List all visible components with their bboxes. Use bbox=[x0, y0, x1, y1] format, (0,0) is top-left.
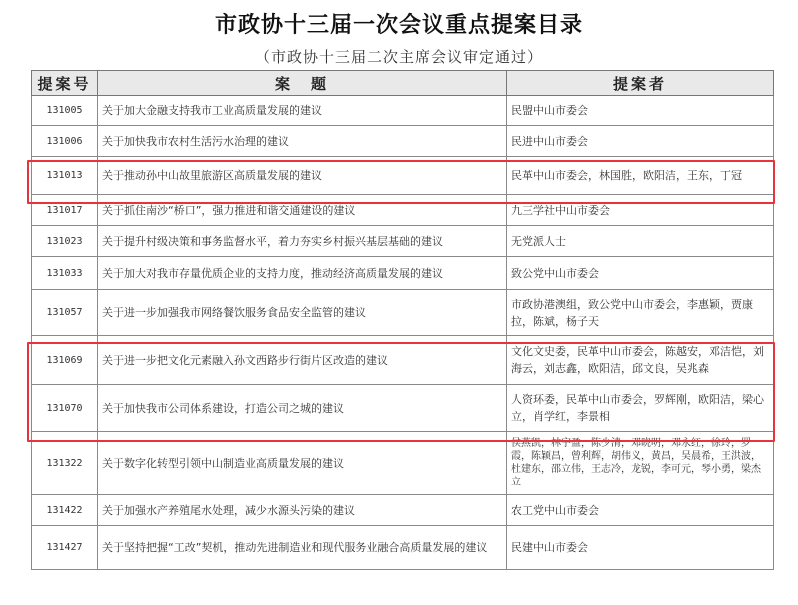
proposer: 九三学社中山市委会 bbox=[507, 195, 774, 226]
proposal-number: 131422 bbox=[32, 495, 98, 526]
proposal-title: 关于数字化转型引领中山制造业高质量发展的建议 bbox=[98, 432, 507, 495]
proposal-title: 关于提升村级决策和事务监督水平，着力夯实乡村振兴基层基础的建议 bbox=[98, 226, 507, 257]
proposal-title: 关于加快我市农村生活污水治理的建议 bbox=[98, 126, 507, 157]
proposal-title: 关于加快我市公司体系建设，打造公司之城的建议 bbox=[98, 385, 507, 432]
document-title: 市政协十三届一次会议重点提案目录 bbox=[214, 13, 583, 38]
header-proposer: 提案者 bbox=[507, 71, 774, 96]
proposal-title: 关于加强水产养殖尾水处理，减少水源头污染的建议 bbox=[98, 495, 507, 526]
table-row bbox=[32, 257, 774, 290]
proposer: 致公党中山市委会 bbox=[507, 257, 774, 290]
table-row bbox=[32, 126, 774, 157]
proposer: 农工党中山市委会 bbox=[507, 495, 774, 526]
proposal-number: 131017 bbox=[32, 195, 98, 226]
table-header-row bbox=[32, 71, 774, 96]
proposal-number: 131033 bbox=[32, 257, 98, 290]
proposer: 市政协港澳组，致公党中山市委会，李惠颖，贾康拉，陈斌，杨子天 bbox=[507, 290, 774, 336]
proposer: 民建中山市委会 bbox=[507, 526, 774, 570]
proposal-number: 131070 bbox=[32, 385, 98, 432]
proposal-title: 关于抓住南沙“桥口”，强力推进和谐交通建设的建议 bbox=[98, 195, 507, 226]
table-row bbox=[32, 157, 774, 195]
proposal-table bbox=[31, 70, 774, 570]
proposer: 无党派人士 bbox=[507, 226, 774, 257]
proposal-number: 131023 bbox=[32, 226, 98, 257]
proposal-title: 关于进一步加强我市网络餐饮服务食品安全监管的建议 bbox=[98, 290, 507, 336]
proposal-title: 关于推动孙中山故里旅游区高质量发展的建议 bbox=[98, 157, 507, 195]
table-row bbox=[32, 290, 774, 336]
header-proposal-title: 案 题 bbox=[98, 71, 507, 96]
proposal-title: 关于进一步把文化元素融入孙文西路步行街片区改造的建议 bbox=[98, 336, 507, 385]
proposal-number: 131006 bbox=[32, 126, 98, 157]
table-row bbox=[32, 526, 774, 570]
table-row bbox=[32, 96, 774, 126]
proposal-number: 131013 bbox=[32, 157, 98, 195]
document-subtitle: （市政协十三届二次主席会议审定通过） bbox=[254, 48, 543, 66]
proposal-title: 关于加大金融支持我市工业高质量发展的建议 bbox=[98, 96, 507, 126]
proposer: 民盟中山市委会 bbox=[507, 96, 774, 126]
proposer: 人资环委，民革中山市委会，罗辉刚，欧阳洁，梁心立，肖学红，李景相 bbox=[507, 385, 774, 432]
table-row bbox=[32, 385, 774, 432]
table-row bbox=[32, 226, 774, 257]
proposal-number: 131005 bbox=[32, 96, 98, 126]
proposer: 民革中山市委会，林国胜，欧阳洁，王东，丁冠 bbox=[507, 157, 774, 195]
table-row bbox=[32, 432, 774, 495]
table-row bbox=[32, 336, 774, 385]
proposal-number: 131069 bbox=[32, 336, 98, 385]
proposal-number: 131322 bbox=[32, 432, 98, 495]
proposal-title: 关于坚持把握“工改”契机，推动先进制造业和现代服务业融合高质量发展的建议 bbox=[98, 526, 507, 570]
header-proposal-number: 提案号 bbox=[32, 71, 98, 96]
proposal-title: 关于加大对我市存量优质企业的支持力度，推动经济高质量发展的建议 bbox=[98, 257, 507, 290]
proposer: 民进中山市委会 bbox=[507, 126, 774, 157]
table-row bbox=[32, 495, 774, 526]
proposer: 文化文史委，民革中山市委会，陈越安，邓洁恺，刘海云，刘志鑫，欧阳洁，邱文良，吴兆森 bbox=[507, 336, 774, 385]
proposal-number: 131427 bbox=[32, 526, 98, 570]
proposer: 侯燕凯，林宇盈，陈少清，邓晓明，邓永红，徐玲，罗霞，陈颖昌，曾利辉，胡伟义，黄昌，吴晨希，王洪波，杜建东，邵立伟，王志冷，龙锐，李可元，琴小勇，梁杰立 bbox=[507, 432, 774, 495]
table-row bbox=[32, 195, 774, 226]
proposal-number: 131057 bbox=[32, 290, 98, 336]
